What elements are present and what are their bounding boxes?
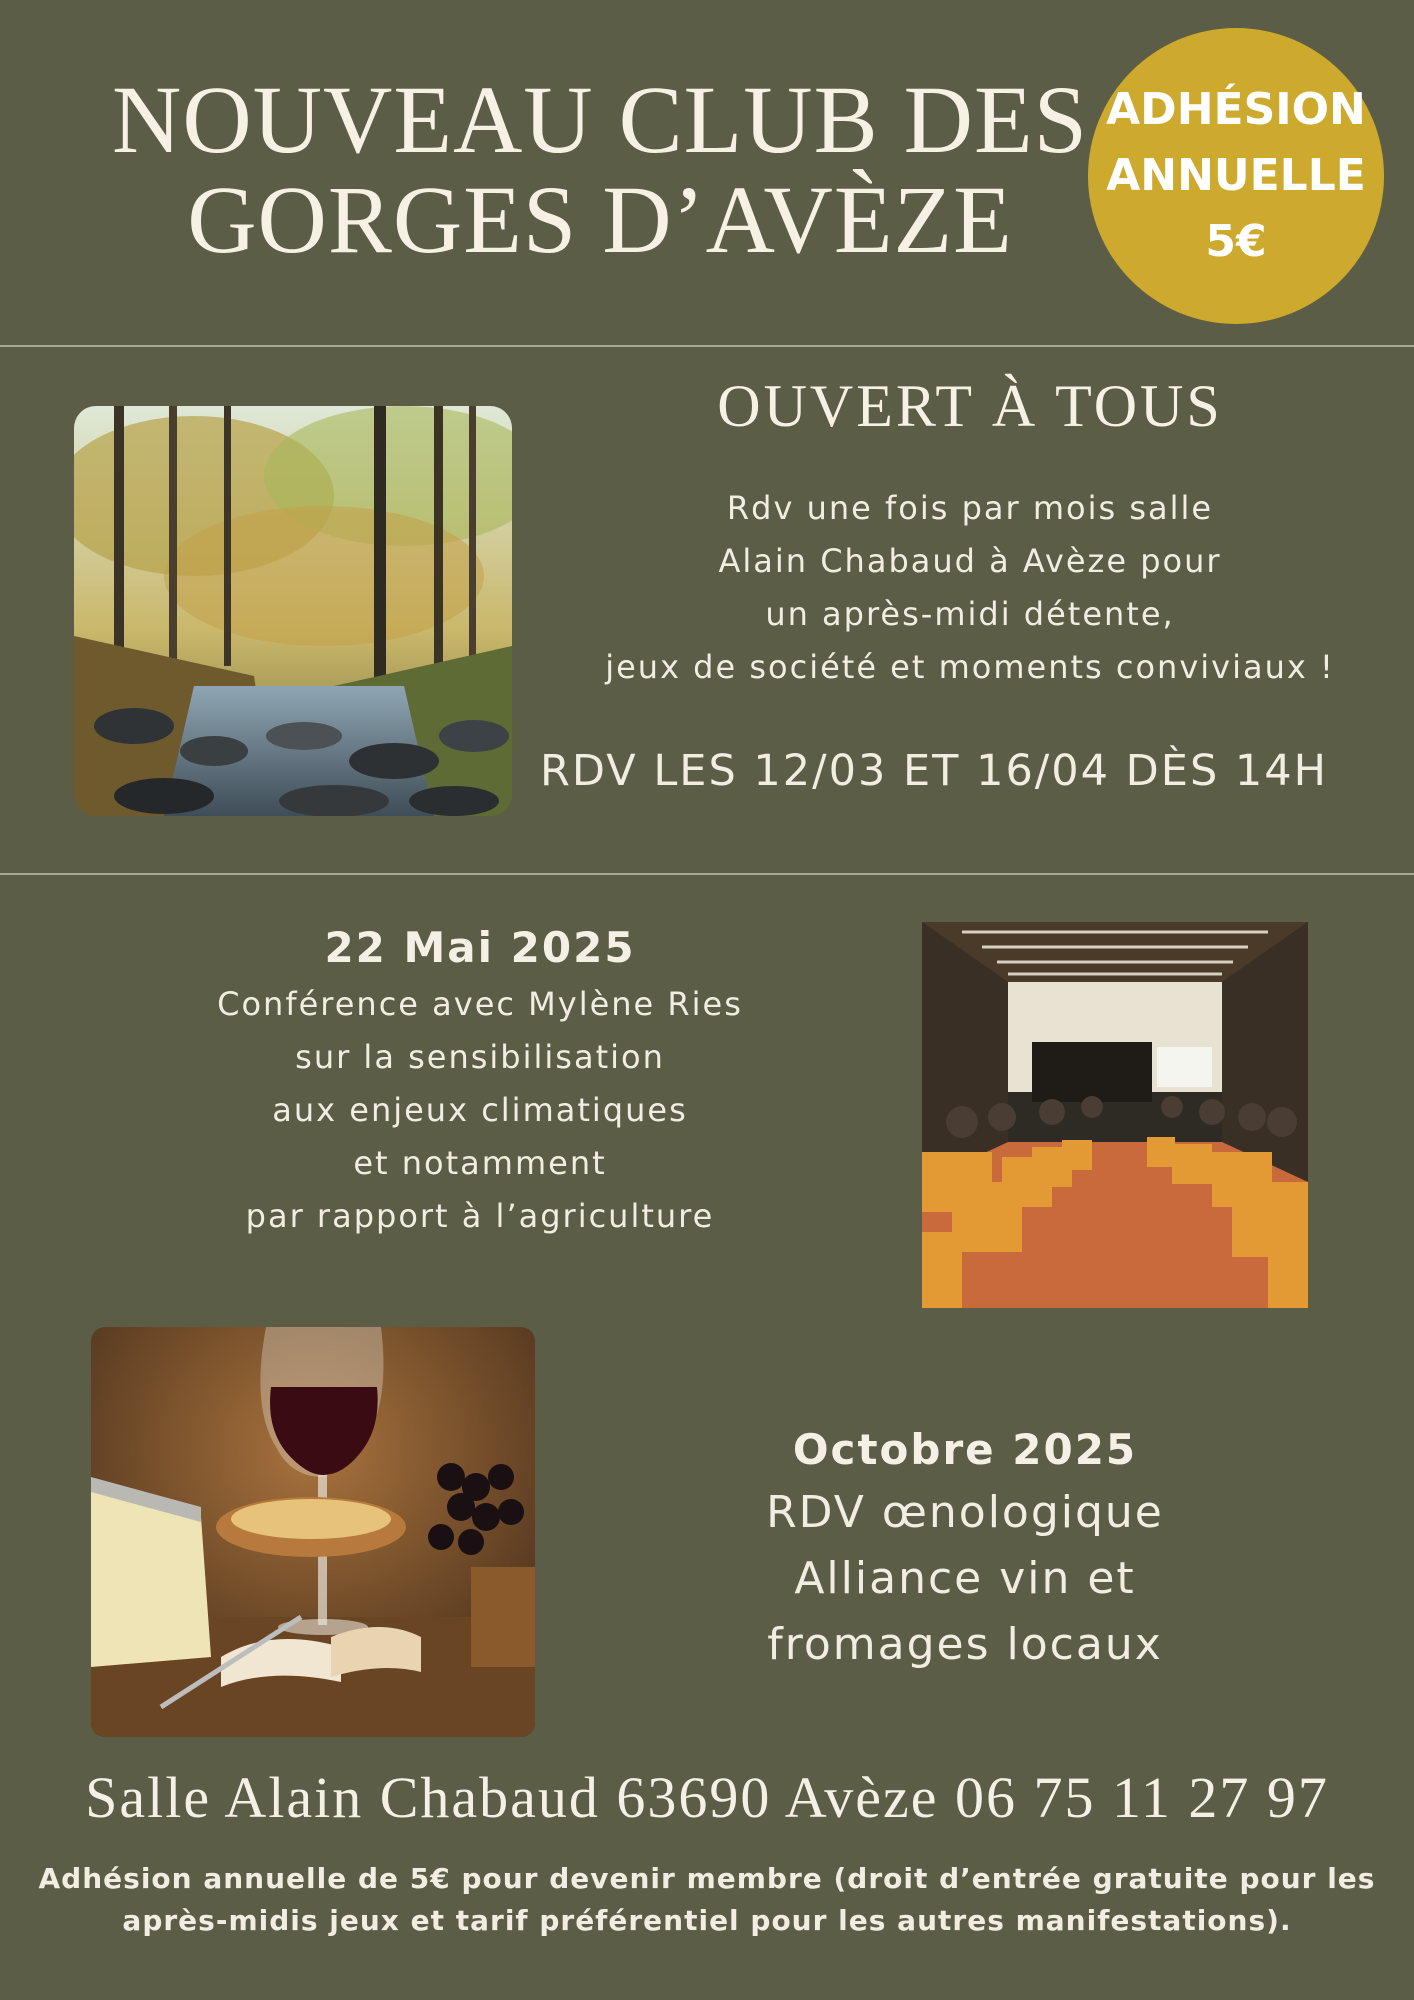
forest-stream-photo: [74, 406, 512, 816]
title-line-1: NOUVEAU CLUB DES: [112, 66, 1088, 173]
section2-line: et notamment: [353, 1144, 607, 1182]
section1-heading: OUVERT À TOUS: [717, 373, 1223, 439]
section2-description: [100, 978, 860, 1243]
membership-badge: [1088, 28, 1384, 324]
badge-price: 5€: [1205, 216, 1267, 267]
page-title: [80, 66, 1120, 273]
section3-text: [650, 1420, 1280, 1678]
section1-line: un après-midi détente,: [765, 595, 1175, 633]
section1-dates: RDV LES 12/03 ET 16/04 DÈS 14H: [540, 746, 1328, 796]
section1-line: jeux de société et moments conviviaux !: [605, 648, 1335, 686]
section3-date: Octobre 2025: [792, 1425, 1138, 1474]
badge-line-1: ADHÉSION: [1106, 84, 1366, 135]
section3-description: [650, 1480, 1280, 1678]
section2-line: sur la sensibilisation: [295, 1038, 665, 1076]
section2-date: 22 Mai 2025: [324, 923, 636, 972]
divider-top: [0, 345, 1414, 347]
divider-middle: [0, 873, 1414, 875]
section2-line: aux enjeux climatiques: [272, 1091, 688, 1129]
section1-line: Alain Chabaud à Avèze pour: [718, 542, 1222, 580]
membership-note: [20, 1858, 1394, 1942]
section2-text: [100, 918, 860, 1243]
wine-cheese-photo: [91, 1327, 535, 1737]
contact-address: Salle Alain Chabaud 63690 Avèze 06 75 11 27 97: [85, 1765, 1329, 1830]
section1-line: Rdv une fois par mois salle: [726, 489, 1214, 527]
section3-line: RDV œnologique: [766, 1487, 1164, 1538]
conference-hall-photo: [922, 922, 1308, 1308]
badge-line-2: ANNUELLE: [1106, 150, 1366, 201]
section3-line: fromages locaux: [767, 1619, 1163, 1670]
section1-description: [540, 482, 1400, 694]
note-line-1: Adhésion annuelle de 5€ pour devenir membre (droit d’entrée gratuite pour les: [38, 1862, 1376, 1895]
title-line-2: GORGES D’AVÈZE: [187, 166, 1013, 273]
section3-line: Alliance vin et: [794, 1553, 1136, 1604]
note-line-2: après-midis jeux et tarif préférentiel pour les autres manifestations).: [122, 1904, 1292, 1937]
section2-line: Conférence avec Mylène Ries: [217, 985, 743, 1023]
section2-line: par rapport à l’agriculture: [245, 1197, 715, 1235]
